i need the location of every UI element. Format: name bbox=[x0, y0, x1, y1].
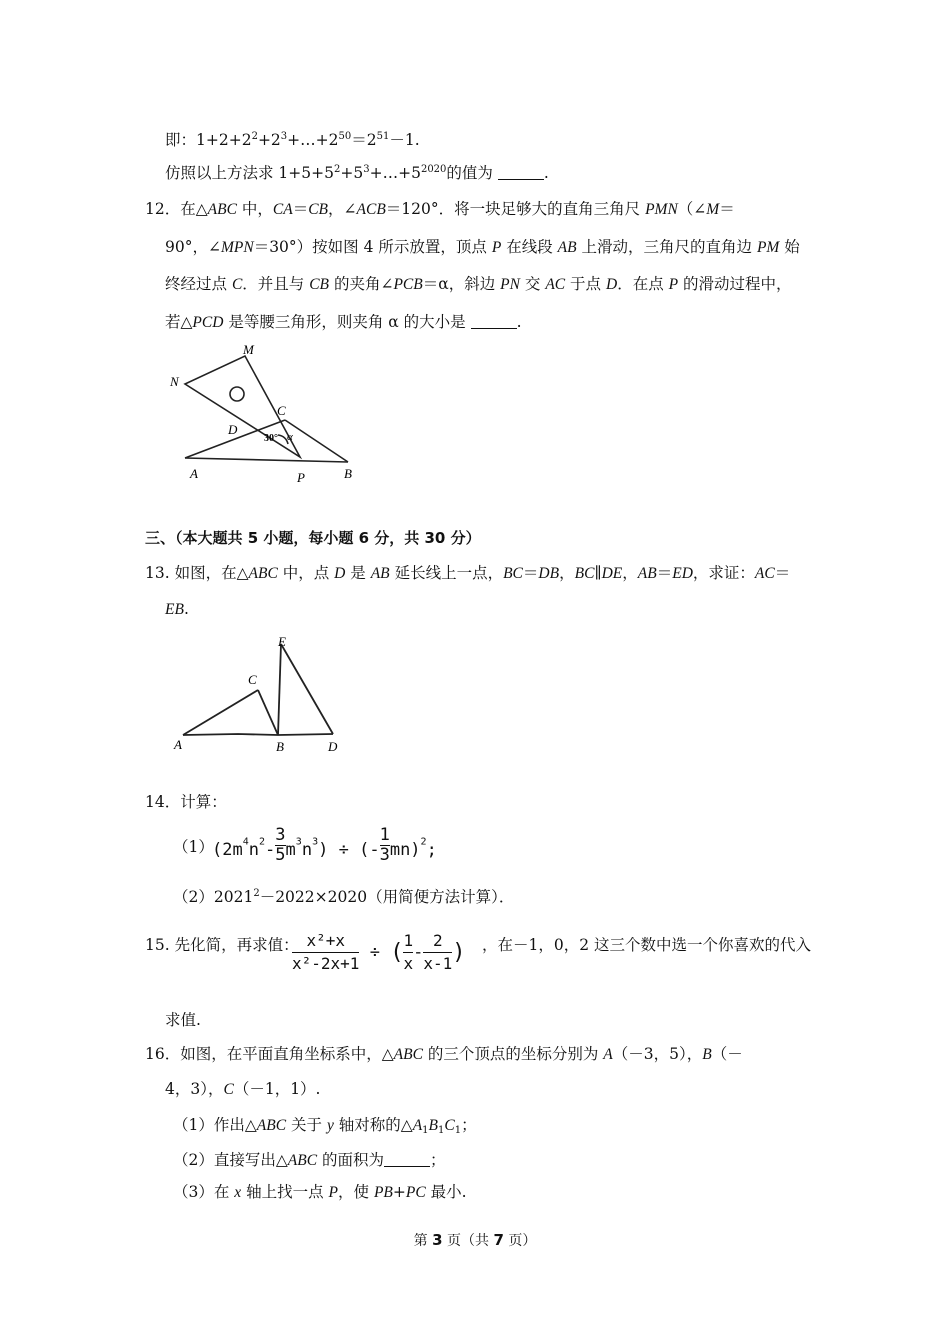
text: 仿照以上方法求 1+5+5 bbox=[165, 164, 334, 182]
label-n: N bbox=[170, 374, 179, 389]
label-b: B bbox=[276, 739, 284, 754]
q16-line-2: 4，3），C（－1，1）. bbox=[165, 1080, 321, 1098]
label-m: M bbox=[243, 342, 254, 357]
question-number: 14． bbox=[145, 793, 181, 811]
q16-part-1: （1）作出△ABC 关于 y 轴对称的$\triangle A_1B_1C_1$； bbox=[173, 1116, 477, 1136]
page-footer: 第 3 页（共 7 页） bbox=[413, 1231, 537, 1249]
text: 即：1+2+2 bbox=[165, 131, 252, 149]
q12-line-2: 90°，∠MPN＝30°）按如图 4 所示放置，顶点 P 在线段 AB 上滑动，三角尺的直角边 PM 始 bbox=[165, 238, 800, 256]
text: ＝2 bbox=[351, 131, 377, 149]
label-b: B bbox=[344, 466, 352, 481]
q16-line-1: 16．如图，在平面直角坐标系中，△ABC 的三个顶点的坐标分别为 A（－3，5），B（－ bbox=[145, 1045, 743, 1063]
exponent: 2 bbox=[334, 164, 341, 175]
answer-blank bbox=[384, 1152, 430, 1167]
text: －1. bbox=[389, 131, 420, 149]
q12-line-3: 终经过点 C．并且与 CB 的夹角∠PCB＝α，斜边 PN 交 AC 于点 D．在点 P 的滑动过程中， bbox=[165, 275, 792, 293]
text: +…+2 bbox=[287, 131, 339, 149]
q13-figure bbox=[168, 632, 353, 762]
ruler-hole bbox=[230, 387, 244, 401]
q12-figure bbox=[160, 340, 370, 490]
q13-line-2: EB. bbox=[165, 600, 189, 618]
answer-blank bbox=[471, 314, 517, 329]
q14-expression-1: ($2m^4n^2-$ $\frac{3}{5}$ $m^3n^3$) ÷ (- $\frac{1}{3}$ mn)$^2$; bbox=[212, 825, 437, 865]
label-c: C bbox=[248, 672, 257, 687]
label-a: A bbox=[174, 737, 182, 752]
question-number: 16． bbox=[145, 1045, 181, 1063]
exponent: 3 bbox=[280, 131, 288, 142]
question-number: 12． bbox=[145, 200, 181, 218]
q15-suffix: ，在－1，0，2 这三个数中选一个你喜欢的代入 bbox=[482, 936, 812, 954]
page-number: 3 bbox=[432, 1231, 443, 1249]
intro-line-1 bbox=[165, 129, 420, 151]
question-number: 15. bbox=[145, 936, 170, 954]
text: 的值为 bbox=[446, 164, 493, 182]
q12-line-4: 若△PCD 是等腰三角形，则夹角 α 的大小是 . bbox=[165, 313, 522, 331]
label-p: P bbox=[297, 470, 305, 485]
text: +5 bbox=[340, 164, 364, 182]
exponent: 51 bbox=[376, 131, 390, 142]
label-c: C bbox=[277, 403, 286, 418]
segment-abd bbox=[183, 734, 333, 735]
label-d: D bbox=[328, 739, 338, 754]
q13-line-1: 13. 如图，在△ABC 中，点 D 是 AB 延长线上一点，BC＝DB，BC∥DE，AB＝ED，求证：AC＝ bbox=[145, 564, 791, 582]
exponent: 2 bbox=[251, 131, 258, 142]
text: +…+5 bbox=[369, 164, 421, 182]
text: +2 bbox=[257, 131, 281, 149]
label-alpha: α bbox=[287, 431, 293, 443]
label-d: D bbox=[228, 422, 238, 437]
total-pages: 7 bbox=[493, 1231, 504, 1249]
exponent: 2020 bbox=[420, 164, 447, 175]
intro-line-2: 仿照以上方法求 $1+5+5^2+5^3+\dots+5^{2020}$的值为 . bbox=[165, 164, 549, 182]
label-e: E bbox=[278, 634, 286, 649]
q14-title: 14．计算： bbox=[145, 793, 227, 811]
exponent: 50 bbox=[338, 131, 352, 142]
label-a: A bbox=[190, 466, 198, 481]
label-angle-30: 30° bbox=[264, 433, 278, 444]
q15-prefix: 15. 先化简，再求值： bbox=[145, 936, 299, 954]
q15-expression: $\frac{\text{x²+x}}{\text{x²-2x+1}}$ ÷ ( $\frac{1}{x}$ - $\frac{2}{x-1}$ ) bbox=[292, 931, 466, 973]
q14-part-1: （1） bbox=[173, 838, 214, 856]
q12-line-1: 12．在△ABC 中，CA＝CB，∠ACB＝120°．将一块足够大的直角三角尺 PMN（∠M＝ bbox=[145, 200, 735, 218]
q15-line-2: 求值. bbox=[165, 1011, 201, 1029]
segment-ab bbox=[185, 458, 348, 462]
segment-cb bbox=[285, 420, 348, 462]
segment-ac bbox=[183, 690, 258, 735]
answer-blank bbox=[498, 165, 544, 180]
segment-be bbox=[278, 644, 281, 735]
segment-cb bbox=[258, 690, 278, 735]
q14-part-2: $(2)2021^2-2022\times 2020$（用简便方法计算）． bbox=[173, 888, 515, 906]
section-3-heading: 三、（本大题共 5 小题，每小题 6 分，共 30 分） bbox=[145, 529, 481, 547]
exponent: 3 bbox=[363, 164, 370, 175]
q16-part-2: （2）直接写出△ABC 的面积为 ； bbox=[173, 1151, 446, 1169]
question-number: 13. bbox=[145, 564, 170, 582]
segment-ed bbox=[281, 644, 333, 734]
q16-part-3: （3）在 x 轴上找一点 P，使 PB+PC 最小. bbox=[173, 1183, 467, 1201]
